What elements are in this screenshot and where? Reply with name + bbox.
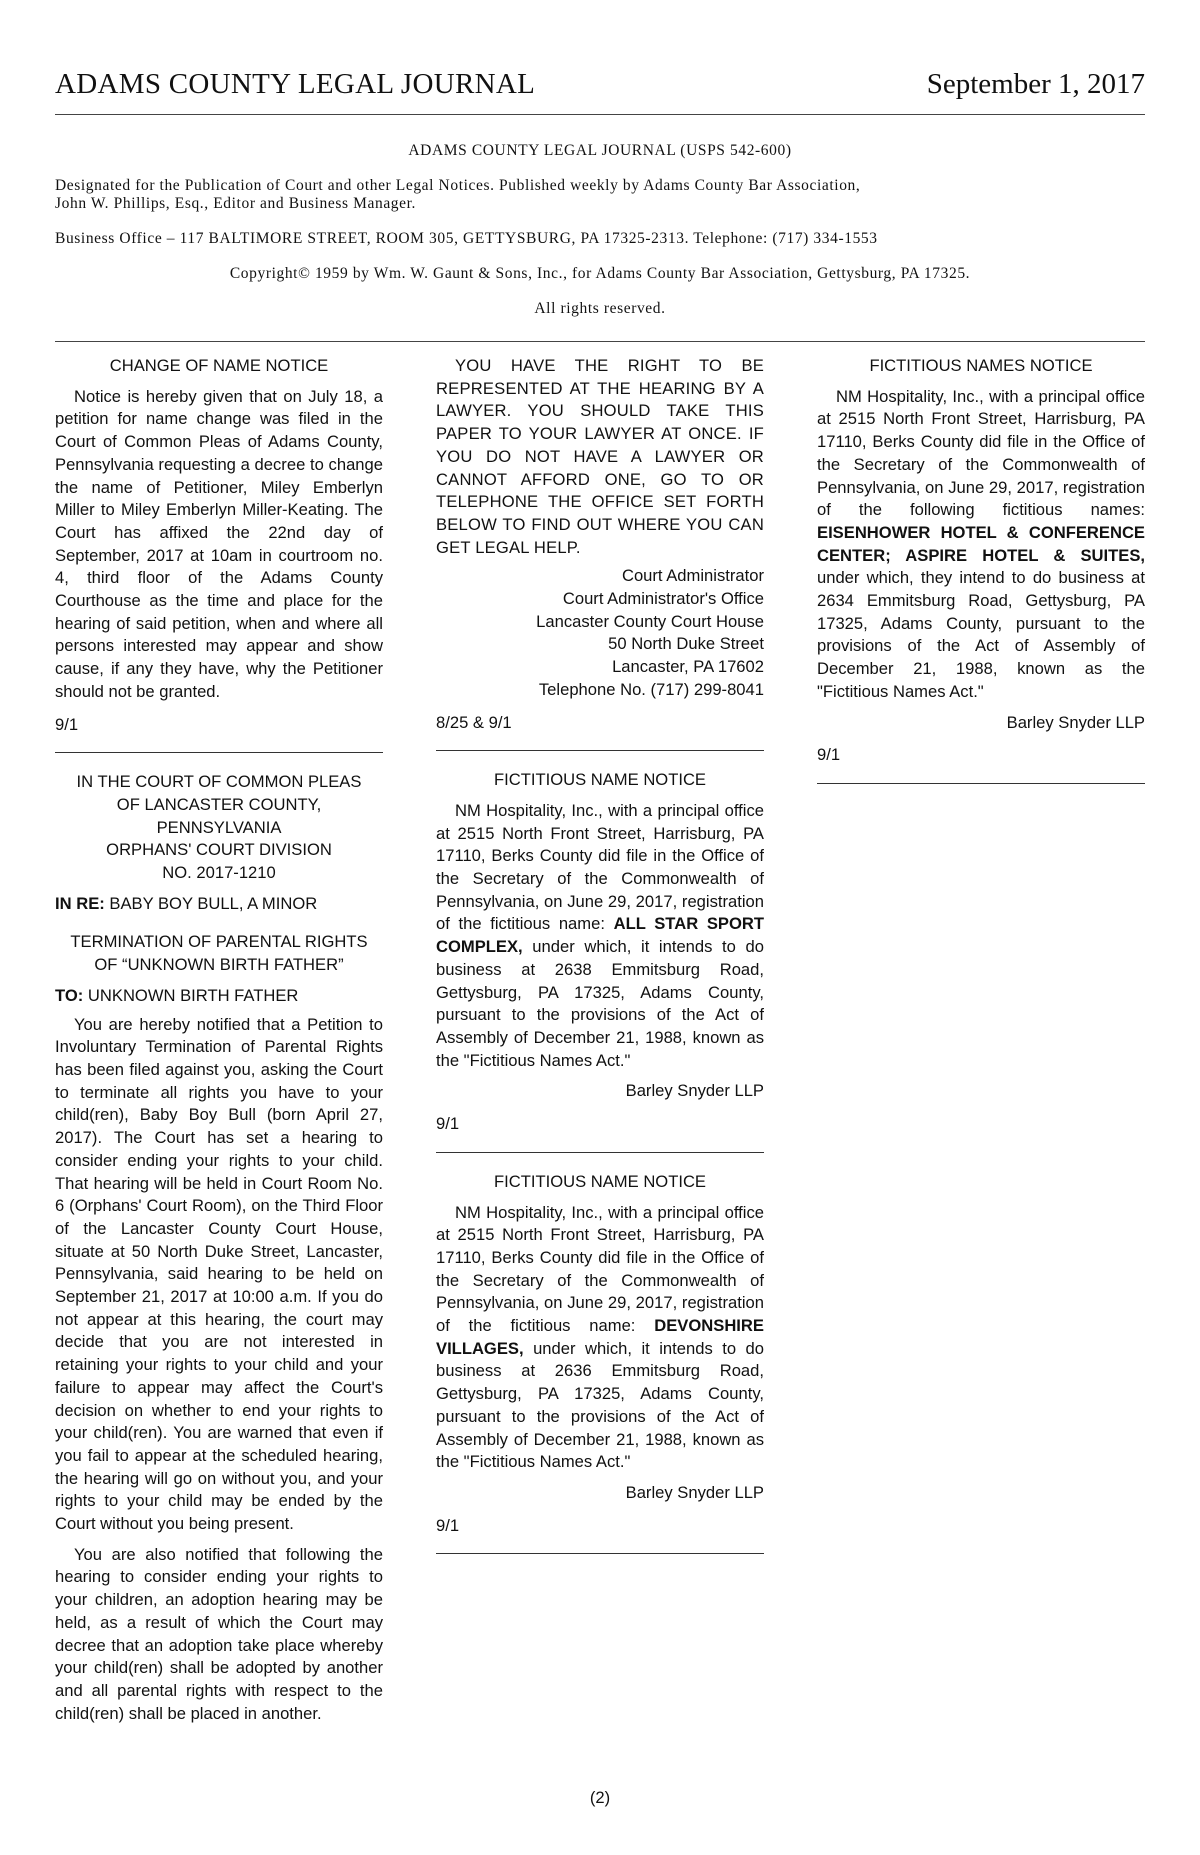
notice-body: NM Hospitality, Inc., with a principal office at 2515 North Front Street, Harrisburg, PA 17110, Berks County did file in the Office of the Secretary of the Commonwealth of Pennsylvania, on June 29, 2017, registration of the fictitious name: DEVONSHIRE VILLAGES, under which, it intends to do business at 2636 Emmitsburg Road, Gettysburg, PA 17325, Adams County, pursuant to the provisions of the Act of Assembly of December 21, 1988, known as the "Fictitious Names Act." [436,1202,764,1472]
notice-date: 9/1 [436,1114,460,1134]
termination-title: TERMINATION OF PARENTAL RIGHTS OF “UNKNOWN BIRTH FATHER” [70,932,368,975]
notice-separator [817,783,1145,784]
termination-notice [55,771,383,1725]
notice-heading: FICTITIOUS NAME NOTICE [493,1171,707,1191]
notice-date: 9/1 [55,714,79,734]
journal-title: ADAMS COUNTY LEGAL JOURNAL [55,68,536,100]
column-1 [55,355,383,1733]
notice-date: 9/1 [817,745,841,765]
name-change-notice [55,355,383,736]
masthead-title: ADAMS COUNTY LEGAL JOURNAL (USPS 542-600) [408,142,792,159]
notice-body: NM Hospitality, Inc., with a principal office at 2515 North Front Street, Harrisburg, PA 17110, Berks County did file in the Office of the Secretary of the Commonwealth of Pennsylvania, on June 29, 2017, registration of the fictitious name: ALL STAR SPORT COMPLEX, under which, it intends to do business at 2638 Emmitsburg Road, Gettysburg, PA 17325, Adams County, pursuant to the provisions of the Act of Assembly of December 21, 1988, known as the "Fictitious Names Act." [436,800,764,1070]
masthead-designation: Designated for the Publication of Court and other Legal Notices. Published weekly by Adams County Bar Association, John W. Phillips, Esq., Editor and Business Manager. [55,177,861,212]
notice-separator [436,1152,764,1153]
court-caption: IN THE COURT OF COMMON PLEAS OF LANCASTER COUNTY, PENNSYLVANIA ORPHANS' COURT DIVISION NO. 2017-1210 [76,772,362,883]
fictitious-name: EISENHOWER HOTEL & CONFERENCE CENTER; ASPIRE HOTEL & SUITES, [817,522,1145,565]
notice-heading: CHANGE OF NAME NOTICE [109,356,329,375]
fictitious-name: DEVONSHIRE VILLAGES, [436,1316,764,1358]
notice-heading: FICTITIOUS NAME NOTICE [493,770,707,790]
column-3 [817,355,1145,802]
masthead-rule [55,341,1145,342]
termination-date: 8/25 & 9/1 [436,712,512,732]
masthead-rights: All rights reserved. [534,300,666,317]
fictitious-names-notice-3 [817,355,1145,767]
to-line: TO: UNKNOWN BIRTH FATHER [55,985,299,1005]
issue-date: September 1, 2017 [926,68,1145,100]
notice-body: NM Hospitality, Inc., with a principal office at 2515 North Front Street, Harrisburg, PA 17110, Berks County did file in the Office of the Secretary of the Commonwealth of Pennsylvania, on June 29, 2017, registration of the following fictitious names: EISENHOWER HOTEL & CONFERENCE CENTER; ASPIRE HOTEL & SUITES, under which, they intend to do business at 2634 Emmitsburg Road, Gettysburg, PA 17325, Adams County, pursuant to the provisions of the Act of Assembly of December 21, 1988, known as the "Fictitious Names Act." [817,386,1145,701]
in-re-line: IN RE: BABY BOY BULL, A MINOR [55,893,318,913]
notice-separator [436,1553,764,1554]
fictitious-name-notice-1 [436,769,764,1136]
page-number: (2) [589,1788,611,1807]
fictitious-name: ALL STAR SPORT COMPLEX, [436,914,764,957]
notice-signature: Barley Snyder LLP [1006,712,1145,732]
masthead-business-office: Business Office – 117 BALTIMORE STREET, ROOM 305, GETTYSBURG, PA 17325-2313. Telephone: (717) 334-1553 [55,230,878,247]
header-rule [55,114,1145,115]
termination-paragraph-3: YOU HAVE THE RIGHT TO BE REPRESENTED AT THE HEARING BY A LAWYER. YOU SHOULD TAKE THIS PAPER TO YOUR LAWYER AT ONCE. IF YOU DO NOT HAVE A LAWYER OR CANNOT AFFORD ONE, GO TO OR TELEPHONE THE OFFICE SET FORTH BELOW TO FIND OUT WHERE YOU CAN GET LEGAL HELP. [436,356,764,557]
termination-paragraph-1: You are hereby notified that a Petition to Involuntary Termination of Parental Rights has been filed against you, asking the Court to terminate all rights you have to your child(ren), Baby Boy Bull (born April 27, 2017). The Court has set a hearing to consider ending your rights to your child. That hearing will be held in Court Room No. 6 (Orphans' Court Room), on the Third Floor of the Lancaster County Court House, situate at 50 North Duke Street, Lancaster, Pennsylvania, said hearing to be held on September 21, 2017 at 10:00 a.m. If you do not appear at this hearing, the court may decide that you are not interested in retaining your rights to your child and your failure to appear may affect the Court's decision on whether to end your rights to your child(ren). You are warned that even if you fail to appear at the scheduled hearing, the hearing will go on without you, and your rights to your child may be ended by the Court without you being present. [55,1014,383,1534]
notice-signature: Barley Snyder LLP [625,1482,764,1502]
masthead-copyright: Copyright© 1959 by Wm. W. Gaunt & Sons, Inc., for Adams County Bar Association, Gettysburg, PA 17325. [229,265,971,282]
column-2 [436,355,764,1572]
notice-separator [436,750,764,751]
fictitious-name-notice-2 [436,1171,764,1538]
notice-heading: FICTITIOUS NAMES NOTICE [869,356,1093,375]
notice-body: Notice is hereby given that on July 18, a petition for name change was filed in the Court of Common Pleas of Adams County, Pennsylvania requesting a decree to change the name of Petitioner, Miley Emberlyn Miller to Miley Emberlyn Miller-Keating. The Court has affixed the 22nd day of September, 2017 at 10am in courtroom no. 4, third floor of the Adams County Courthouse as the time and place for the hearing of said petition, when and where all persons interested may appear and show cause, if any they have, why the Petitioner should not be granted. [55,386,383,701]
notice-separator [55,752,383,753]
notice-date: 9/1 [436,1515,460,1535]
termination-paragraph-2: You are also notified that following the hearing to consider ending your rights to your children, an adoption hearing may be held, as a result of which the Court may decree that an adoption take place whereby your child(ren) shall be adopted by another and all parental rights with respect to the child(ren) shall be placed in another. [55,1544,383,1723]
notice-signature: Barley Snyder LLP [625,1081,764,1101]
court-contact: Court Administrator Court Administrator's Office Lancaster County Court House 50 North Duke Street Lancaster, PA 17602 Telephone No. (717) 299-8041 [536,566,764,699]
